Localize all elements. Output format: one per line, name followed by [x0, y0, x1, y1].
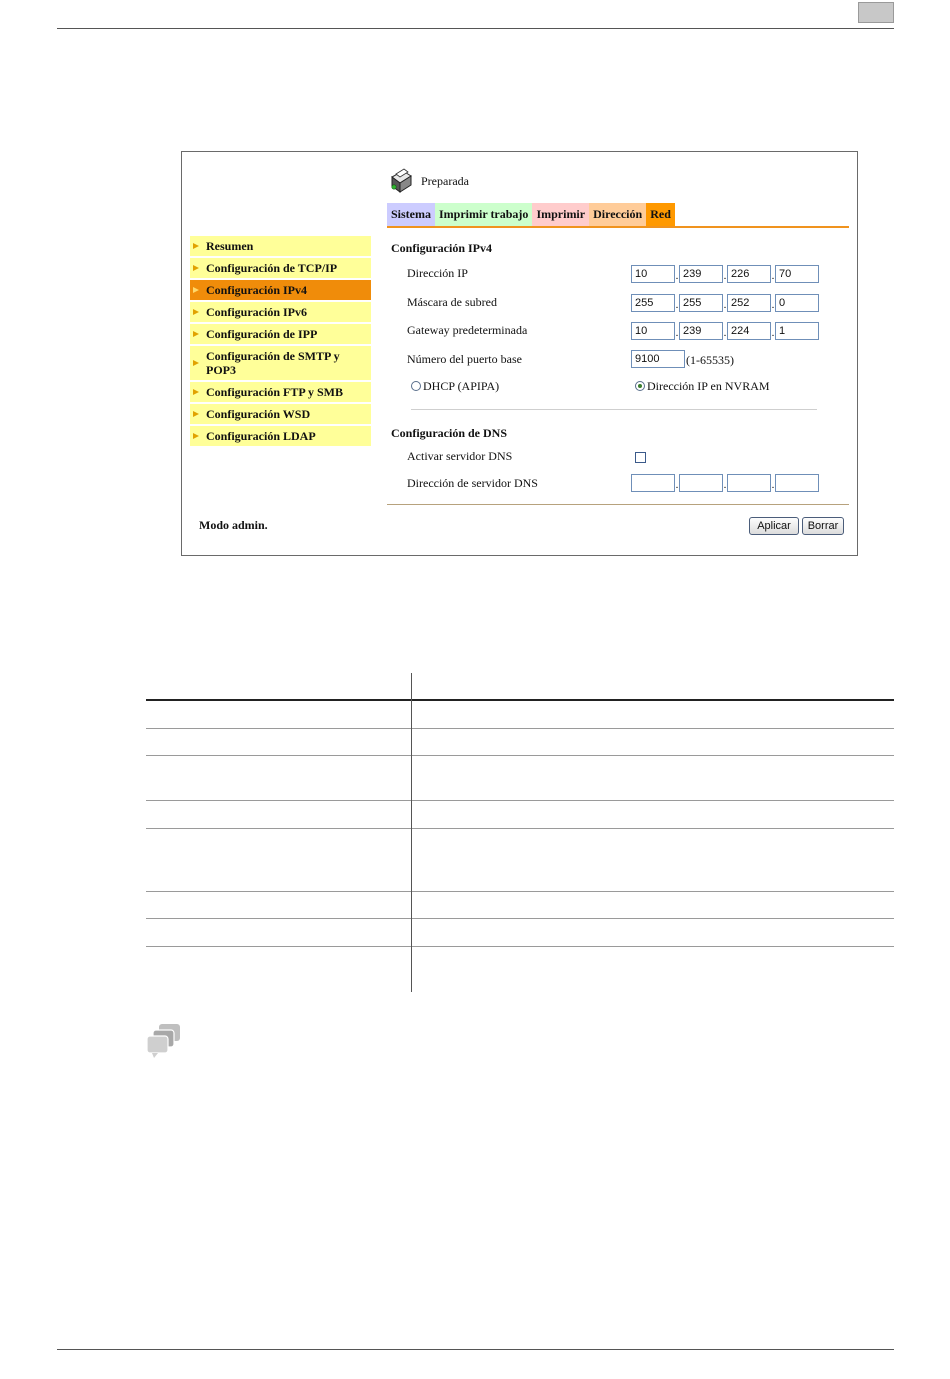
- arrow-icon: [193, 309, 199, 315]
- octet-separator: .: [771, 270, 775, 282]
- section-divider: [411, 409, 817, 410]
- admin-mode-label: Modo admin.: [199, 518, 268, 532]
- subnet-mask-field: [631, 294, 819, 312]
- nvram-label: Dirección IP en NVRAM: [647, 379, 770, 393]
- dhcp-apipa-option[interactable]: [411, 379, 499, 394]
- web-ui-screenshot: [181, 151, 858, 556]
- sidebar: [190, 236, 371, 448]
- arrow-icon: [193, 287, 199, 293]
- arrow-icon: [193, 331, 199, 337]
- form-bottom-rule: [387, 504, 849, 505]
- base-port-input[interactable]: 9100: [631, 350, 685, 368]
- dhcp-label: DHCP (APIPA): [423, 379, 500, 393]
- table-column-divider: [411, 673, 412, 992]
- tab-red[interactable]: Red: [646, 203, 675, 226]
- gateway-octet-4[interactable]: 1: [775, 322, 819, 340]
- enable-dns-label: Activar servidor DNS: [407, 449, 513, 463]
- tab-direccion[interactable]: Dirección: [589, 203, 646, 226]
- sidebar-item-ipv6[interactable]: [190, 302, 371, 324]
- sidebar-item-wsd[interactable]: [190, 404, 371, 426]
- status-text: Preparada: [421, 173, 469, 188]
- enable-dns-checkbox[interactable]: [635, 452, 646, 463]
- ip-address-label: Dirección IP: [407, 266, 468, 280]
- dns-server-octet-2[interactable]: [679, 474, 723, 492]
- sidebar-item-label: Configuración LDAP: [206, 429, 316, 443]
- page-number-box: [858, 2, 894, 23]
- arrow-icon: [193, 360, 199, 366]
- arrow-icon: [193, 243, 199, 249]
- gateway-field: [631, 322, 819, 340]
- subnet-mask-octet-3[interactable]: 252: [727, 294, 771, 312]
- octet-separator: .: [723, 270, 727, 282]
- octet-separator: .: [723, 479, 727, 491]
- printer-status: [389, 166, 469, 196]
- sidebar-item-ftp-smb[interactable]: [190, 382, 371, 404]
- ip-address-field: [631, 265, 819, 283]
- table-row-rule: [146, 800, 894, 801]
- sidebar-item-label: Configuración de IPP: [206, 327, 318, 341]
- octet-separator: .: [771, 299, 775, 311]
- dns-section-title: Configuración de DNS: [391, 426, 508, 440]
- sidebar-item-label: Configuración IPv6: [206, 305, 308, 319]
- clear-button[interactable]: Borrar: [802, 517, 844, 535]
- ip-address-octet-1[interactable]: 10: [631, 265, 675, 283]
- sidebar-item-label: Configuración IPv4: [206, 283, 308, 297]
- nvram-option[interactable]: [635, 379, 770, 394]
- tab-imprimir[interactable]: Imprimir: [532, 203, 589, 226]
- arrow-icon: [193, 433, 199, 439]
- table-row-rule: [146, 755, 894, 756]
- octet-separator: .: [723, 299, 727, 311]
- sidebar-item-resumen[interactable]: [190, 236, 371, 258]
- table-row-rule: [146, 728, 894, 729]
- gateway-octet-3[interactable]: 224: [727, 322, 771, 340]
- arrow-icon: [193, 389, 199, 395]
- subnet-mask-octet-2[interactable]: 255: [679, 294, 723, 312]
- ip-address-octet-2[interactable]: 239: [679, 265, 723, 283]
- dns-server-field: [631, 474, 819, 492]
- table-row-rule: [146, 891, 894, 892]
- octet-separator: .: [771, 479, 775, 491]
- octet-separator: .: [771, 327, 775, 339]
- sidebar-item-tcpip[interactable]: [190, 258, 371, 280]
- tabs-underline: [387, 226, 849, 228]
- dns-server-octet-4[interactable]: [775, 474, 819, 492]
- arrow-icon: [193, 265, 199, 271]
- table-row-rule: [146, 828, 894, 829]
- arrow-icon: [193, 411, 199, 417]
- dns-server-octet-3[interactable]: [727, 474, 771, 492]
- octet-separator: .: [723, 327, 727, 339]
- tab-sistema[interactable]: Sistema: [387, 203, 435, 226]
- ip-address-octet-3[interactable]: 226: [727, 265, 771, 283]
- sidebar-item-label: Configuración WSD: [206, 407, 311, 421]
- dns-server-label: Dirección de servidor DNS: [407, 476, 538, 490]
- sidebar-item-smtp-pop3[interactable]: [190, 346, 371, 382]
- ip-address-octet-4[interactable]: 70: [775, 265, 819, 283]
- subnet-mask-octet-1[interactable]: 255: [631, 294, 675, 312]
- printer-icon: [389, 168, 413, 194]
- table-row-rule: [146, 918, 894, 919]
- sidebar-item-label: Configuración de SMTP y POP3: [206, 349, 340, 377]
- sidebar-item-label: Resumen: [206, 239, 254, 253]
- dns-server-octet-1[interactable]: [631, 474, 675, 492]
- apply-button[interactable]: Aplicar: [749, 517, 799, 535]
- octet-separator: .: [675, 327, 679, 339]
- ipv4-section-title: Configuración IPv4: [391, 241, 493, 255]
- base-port-range: (1-65535): [686, 353, 734, 367]
- gateway-octet-1[interactable]: 10: [631, 322, 675, 340]
- subnet-mask-label: Máscara de subred: [407, 295, 497, 309]
- octet-separator: .: [675, 299, 679, 311]
- nvram-radio[interactable]: [635, 381, 645, 391]
- sidebar-item-ldap[interactable]: [190, 426, 371, 448]
- sidebar-item-ipv4[interactable]: [190, 280, 371, 302]
- octet-separator: .: [675, 479, 679, 491]
- sidebar-item-ipp[interactable]: [190, 324, 371, 346]
- gateway-label: Gateway predeterminada: [407, 323, 528, 337]
- base-port-label: Número del puerto base: [407, 352, 522, 366]
- main-tabs: [387, 203, 675, 226]
- tab-imprimir-trabajo[interactable]: Imprimir trabajo: [435, 203, 532, 226]
- note-icon: [146, 1023, 182, 1059]
- dhcp-radio[interactable]: [411, 381, 421, 391]
- subnet-mask-octet-4[interactable]: 0: [775, 294, 819, 312]
- table-header-rule: [146, 699, 894, 701]
- header-rule: [57, 28, 894, 29]
- octet-separator: .: [675, 270, 679, 282]
- gateway-octet-2[interactable]: 239: [679, 322, 723, 340]
- table-row-rule: [146, 946, 894, 947]
- footer-rule: [57, 1349, 894, 1350]
- sidebar-item-label: Configuración FTP y SMB: [206, 385, 344, 399]
- settings-table: [146, 673, 894, 992]
- sidebar-item-label: Configuración de TCP/IP: [206, 261, 338, 275]
